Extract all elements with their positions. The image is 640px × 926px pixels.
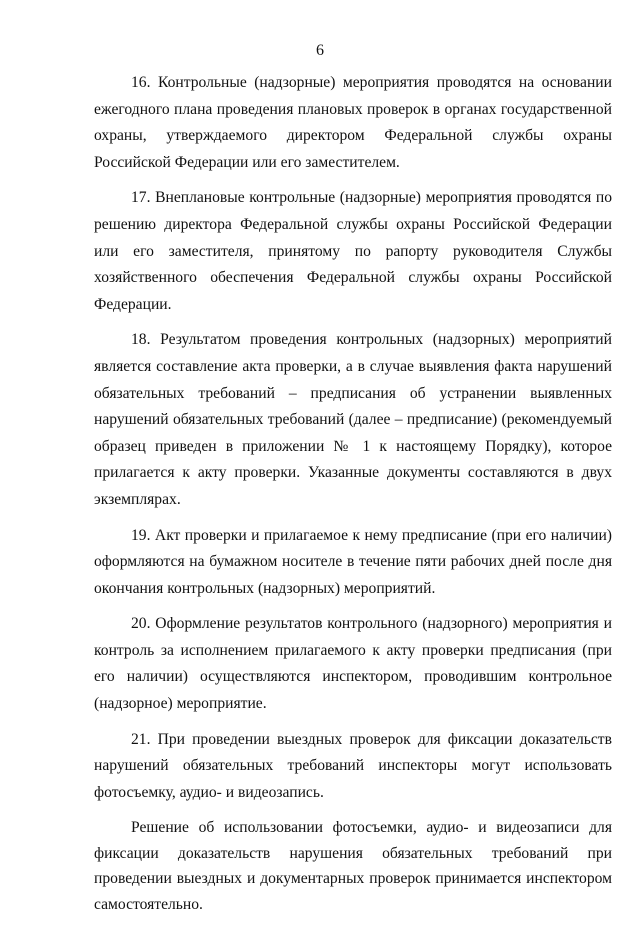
paragraph-17: 17. Внеплановые контрольные (надзорные) мероприятия проводятся по решению директора Федеральной службы охраны Российской Федерации или его заместителя, принятому по рапорту руководителя Службы хозяйственного обеспечения Федеральной службы охраны Российской Федерации. xyxy=(94,189,612,313)
document-body xyxy=(94,70,612,926)
paragraph-19: 19. Акт проверки и прилагаемое к нему предписание (при его наличии) оформляются на бумажном носителе в течение пяти рабочих дней после дня окончания контрольных (надзорных) мероприятий. xyxy=(94,526,612,597)
page-number: 6 xyxy=(316,42,324,59)
paragraph-20: 20. Оформление результатов контрольного (надзорного) мероприятия и контроль за исполнением прилагаемого к акту проверки предписания (при его наличии) осуществляются инспектором, проводившим контрольное (надзорное) мероприятие. xyxy=(94,615,612,713)
paragraph-18: 18. Результатом проведения контрольных (надзорных) мероприятий является составление акта проверки, а в случае выявления факта нарушений обязательных требований – предписания об устранении выявленных нарушений обязательных требований (далее – предписание) (рекомендуемый образец приведен в приложении № 1 к настоящему Порядку), которое прилагается к акту проверки. Указанные документы составляются в двух экземплярах. xyxy=(94,331,612,508)
paragraph-21: 21. При проведении выездных проверок для фиксации доказательств нарушений обязательных требований инспекторы могут использовать фотосъемку, аудио- и видеозапись. xyxy=(94,730,612,801)
paragraph-16: 16. Контрольные (надзорные) мероприятия проводятся на основании ежегодного плана проведения плановых проверок в органах государственной охраны, утверждаемого директором Федеральной службы охраны Российской Федерации или его заместителем. xyxy=(94,74,612,171)
paragraph-decision: Решение об использовании фотосъемки, аудио- и видеозаписи для фиксации доказательств нарушения обязательных требований при проведении выездных и документарных проверок принимается инспектором самостоятельно. xyxy=(94,819,612,913)
